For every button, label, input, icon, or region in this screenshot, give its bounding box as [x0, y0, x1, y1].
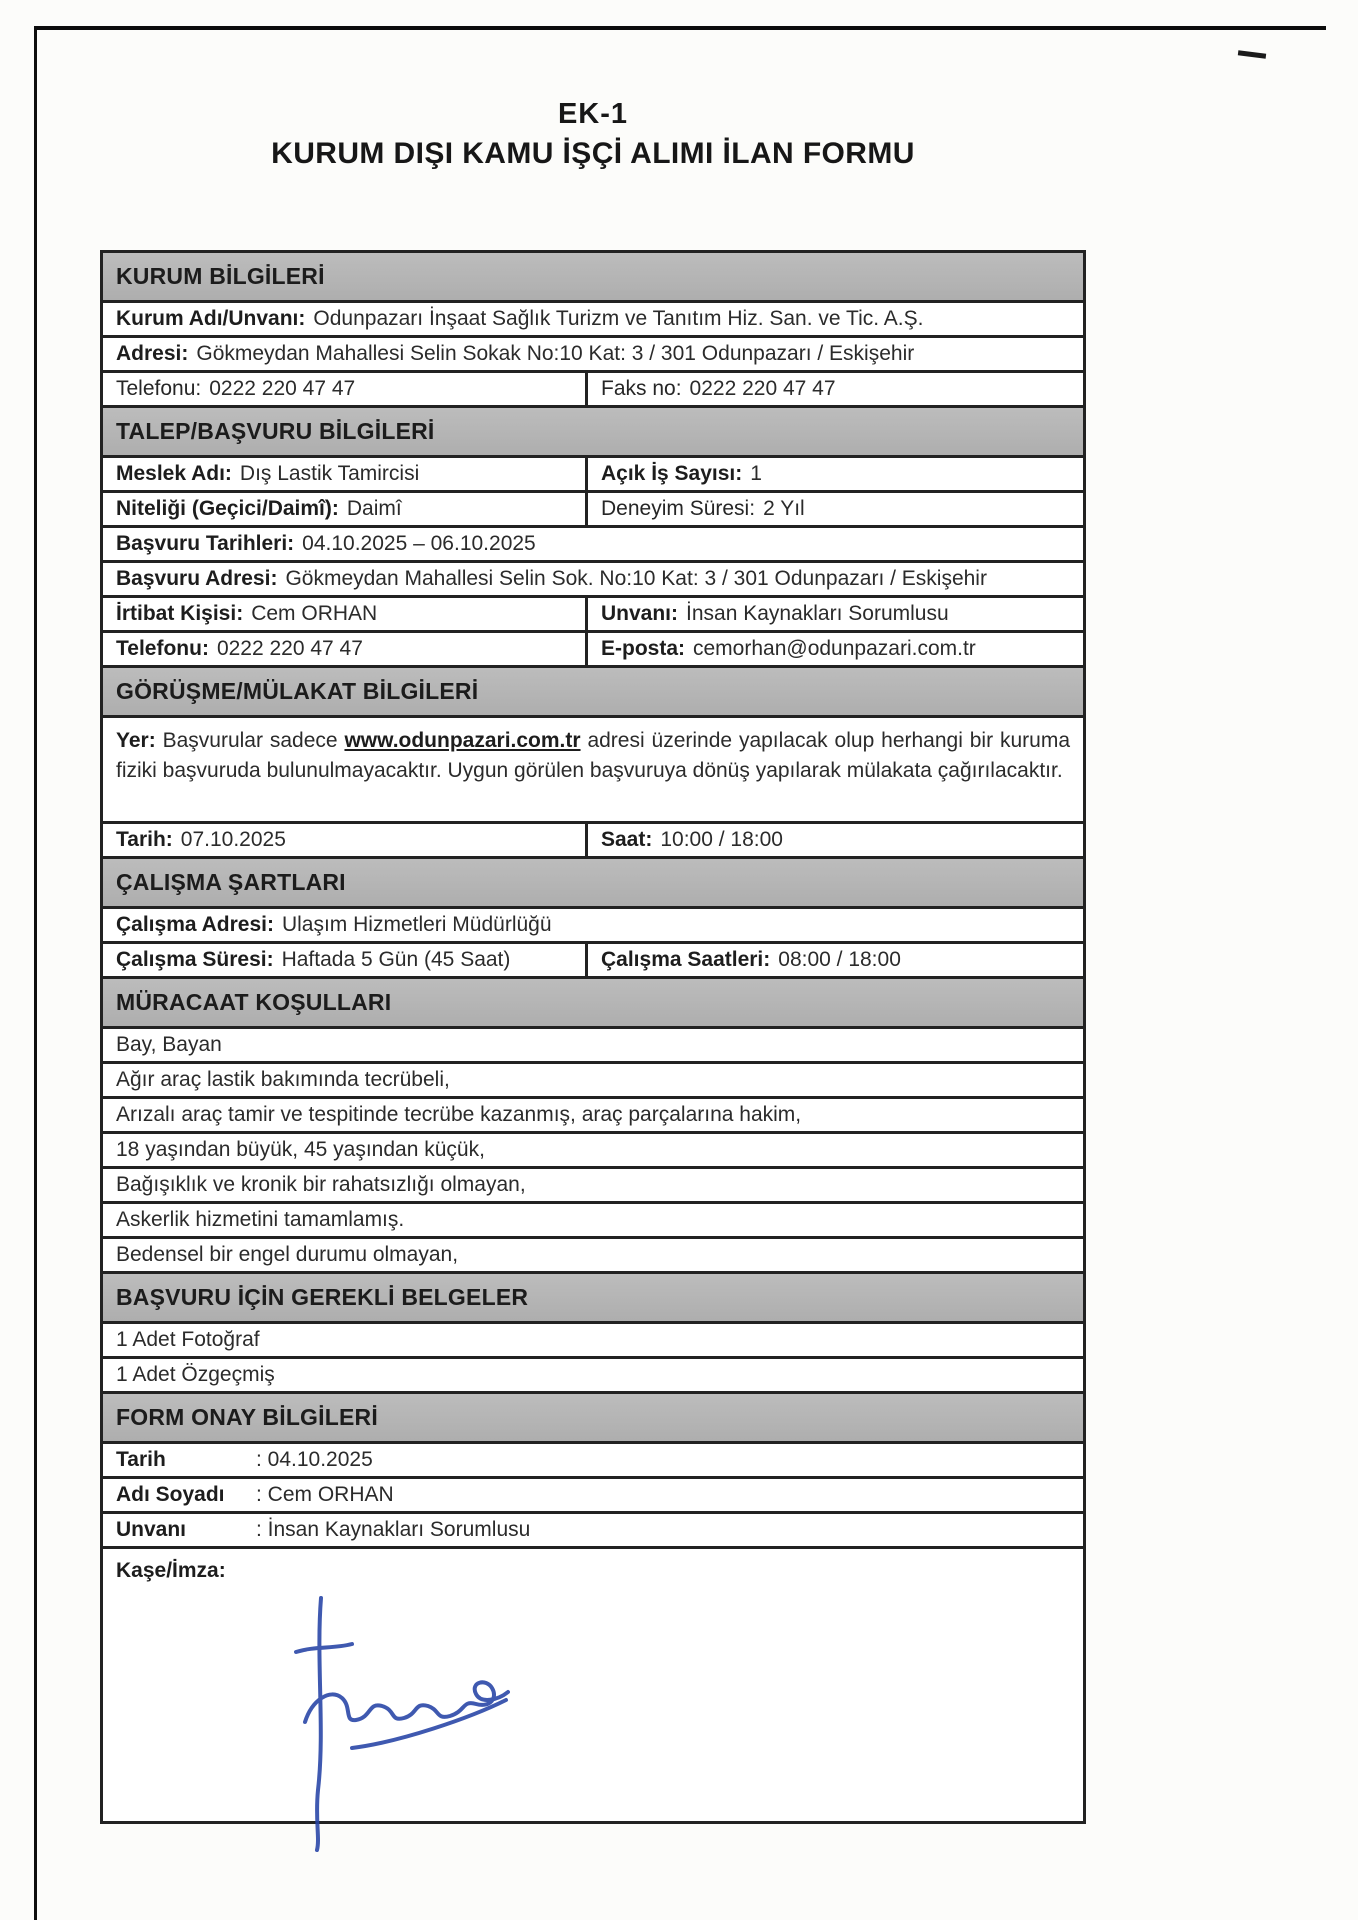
muracaat-item: Bay, Bayan [116, 1033, 222, 1056]
onay-unvan-value: : İnsan Kaynakları Sorumlusu [256, 1518, 531, 1541]
list-item [103, 1204, 1083, 1239]
kurum-adres-label: Adresi: [116, 342, 189, 365]
onay-adi-soyadi-value: : Cem ORHAN [256, 1483, 394, 1506]
basvuru-tarihleri-value: 04.10.2025 – 06.10.2025 [302, 532, 536, 555]
row-meslek-acikis [103, 458, 1083, 493]
gorusme-saat-value: 10:00 / 18:00 [660, 828, 783, 851]
onay-adi-soyadi-label: Adı Soyadı [116, 1483, 225, 1506]
row-calisma-adresi [103, 909, 1083, 944]
list-item [103, 1134, 1083, 1169]
section-header-onay: FORM ONAY BİLGİLERİ [103, 1394, 1083, 1444]
deneyim-value: 2 Yıl [763, 497, 805, 520]
muracaat-item: Ağır araç lastik bakımında tecrübeli, [116, 1068, 450, 1091]
cell-deneyim [588, 493, 1083, 525]
acik-is-label: Açık İş Sayısı: [601, 462, 743, 485]
telefon-label: Telefonu: [116, 637, 209, 660]
meslek-value: Dış Lastik Tamircisi [239, 462, 420, 485]
onay-tarih-label: Tarih [116, 1448, 166, 1471]
gorusme-tarih-label: Tarih: [116, 828, 173, 851]
muracaat-item: Bağışıklık ve kronik bir rahatsızlığı olmayan, [116, 1173, 526, 1196]
eposta-value: cemorhan@odunpazari.com.tr [693, 637, 976, 660]
scan-edge-top [36, 26, 1326, 30]
irtibat-value: Cem ORHAN [251, 602, 378, 625]
unvan-label: Unvanı: [601, 602, 679, 625]
kurum-telefon-value: 0222 220 47 47 [209, 377, 356, 400]
section-header-belgeler: BAŞVURU İÇİN GEREKLİ BELGELER [103, 1274, 1083, 1324]
row-onay-adi-soyadi [103, 1479, 1083, 1514]
telefon-value: 0222 220 47 47 [216, 637, 363, 660]
document-header [100, 98, 1086, 171]
row-onay-tarih [103, 1444, 1083, 1479]
cell-meslek [103, 458, 588, 490]
onay-unvan-label: Unvanı [116, 1518, 187, 1541]
kurum-faks-value: 0222 220 47 47 [689, 377, 836, 400]
row-yer-paragraph [103, 718, 1083, 824]
cell-kurum-telefon [103, 373, 588, 405]
nitelik-label: Niteliği (Geçici/Daimî): [116, 497, 339, 520]
section-header-calisma: ÇALIŞMA ŞARTLARI [103, 859, 1083, 909]
muracaat-item: Bedensel bir engel durumu olmayan, [116, 1243, 459, 1266]
kurum-adi-label: Kurum Adı/Unvanı: [116, 307, 306, 330]
calisma-saatleri-label: Çalışma Saatleri: [601, 948, 771, 971]
gorusme-tarih-value: 07.10.2025 [180, 828, 286, 851]
deneyim-label: Deneyim Süresi: [601, 497, 756, 520]
list-item [103, 1169, 1083, 1204]
cell-kurum-faks [588, 373, 1083, 405]
row-basvuru-tarihleri [103, 528, 1083, 563]
row-kase-imza [103, 1549, 1083, 1821]
onay-tarih-value: : 04.10.2025 [256, 1448, 373, 1471]
kase-imza-label: Kaşe/İmza: [116, 1559, 226, 1582]
row-telefon-eposta [103, 633, 1083, 668]
list-item [103, 1029, 1083, 1064]
cell-telefon [103, 633, 588, 665]
yer-label: Yer: [116, 729, 156, 752]
calisma-suresi-label: Çalışma Süresi: [116, 948, 274, 971]
cell-nitelik [103, 493, 588, 525]
cell-gorusme-tarih [103, 824, 588, 856]
kurum-adi-value: Odunpazarı İnşaat Sağlık Turizm ve Tanıtım Hiz. San. ve Tic. A.Ş. [313, 307, 924, 330]
list-item [103, 1064, 1083, 1099]
cell-acik-is [588, 458, 1083, 490]
kurum-adres-value: Gökmeydan Mahallesi Selin Sokak No:10 Kat: 3 / 301 Odunpazarı / Eskişehir [196, 342, 915, 365]
yer-website-link: www.odunpazari.com.tr [344, 729, 581, 752]
row-nitelik-deneyim [103, 493, 1083, 528]
nitelik-value: Daimî [346, 497, 402, 520]
row-kurum-adi [103, 303, 1083, 338]
cell-irtibat [103, 598, 588, 630]
calisma-suresi-value: Haftada 5 Gün (45 Saat) [281, 948, 511, 971]
row-tarih-saat [103, 824, 1083, 859]
list-item [103, 1099, 1083, 1134]
calisma-adresi-value: Ulaşım Hizmetleri Müdürlüğü [281, 913, 552, 936]
row-onay-unvan [103, 1514, 1083, 1549]
form-code: EK-1 [557, 98, 629, 130]
meslek-label: Meslek Adı: [116, 462, 232, 485]
form-table [100, 250, 1086, 1824]
cell-unvan [588, 598, 1083, 630]
gorusme-saat-label: Saat: [601, 828, 653, 851]
basvuru-adresi-value: Gökmeydan Mahallesi Selin Sok. No:10 Kat: 3 / 301 Odunpazarı / Eskişehir [285, 567, 987, 590]
row-kurum-telefon-faks [103, 373, 1083, 408]
basvuru-tarihleri-label: Başvuru Tarihleri: [116, 532, 295, 555]
basvuru-adresi-label: Başvuru Adresi: [116, 567, 278, 590]
cell-gorusme-saat [588, 824, 1083, 856]
belge-item: 1 Adet Özgeçmiş [116, 1363, 275, 1386]
eposta-label: E-posta: [601, 637, 685, 660]
scan-artifact-mark [1238, 50, 1266, 58]
muracaat-item: 18 yaşından büyük, 45 yaşından küçük, [116, 1138, 485, 1161]
acik-is-value: 1 [750, 462, 762, 485]
section-header-kurum-bilgileri: KURUM BİLGİLERİ [103, 253, 1083, 303]
scan-edge-left [34, 26, 37, 1920]
kurum-faks-label: Faks no: [601, 377, 682, 400]
unvan-value: İnsan Kaynakları Sorumlusu [686, 602, 949, 625]
muracaat-item: Askerlik hizmetini tamamlamış. [116, 1208, 405, 1231]
row-basvuru-adresi [103, 563, 1083, 598]
calisma-saatleri-value: 08:00 / 18:00 [778, 948, 901, 971]
page-title: KURUM DIŞI KAMU İŞÇİ ALIMI İLAN FORMU [271, 137, 915, 170]
calisma-adresi-label: Çalışma Adresi: [116, 913, 274, 936]
yer-text-1: Başvurular sadece [162, 729, 338, 752]
muracaat-item: Arızalı araç tamir ve tespitinde tecrübe kazanmış, araç parçalarına hakim, [116, 1103, 802, 1126]
kurum-telefon-label: Telefonu: [116, 377, 202, 400]
cell-calisma-saatleri [588, 944, 1083, 976]
row-calisma-sure-saat [103, 944, 1083, 979]
section-header-gorusme: GÖRÜŞME/MÜLAKAT BİLGİLERİ [103, 668, 1083, 718]
section-header-talep-basvuru: TALEP/BAŞVURU BİLGİLERİ [103, 408, 1083, 458]
section-header-muracaat: MÜRACAAT KOŞULLARI [103, 979, 1083, 1029]
irtibat-label: İrtibat Kişisi: [116, 602, 244, 625]
cell-eposta [588, 633, 1083, 665]
yer-text-2: adresi üzerinde yapılacak olup herhangi bir kuruma fiziki başvuruda bulunulmayacaktır. Uygun görülen başvuruya dönüş yapılarak mülakata çağırılacaktır. [116, 729, 1070, 782]
cell-calisma-suresi [103, 944, 588, 976]
list-item [103, 1324, 1083, 1359]
row-kurum-adres [103, 338, 1083, 373]
belge-item: 1 Adet Fotoğraf [116, 1328, 260, 1351]
row-irtibat-unvan [103, 598, 1083, 633]
list-item [103, 1359, 1083, 1394]
list-item [103, 1239, 1083, 1274]
